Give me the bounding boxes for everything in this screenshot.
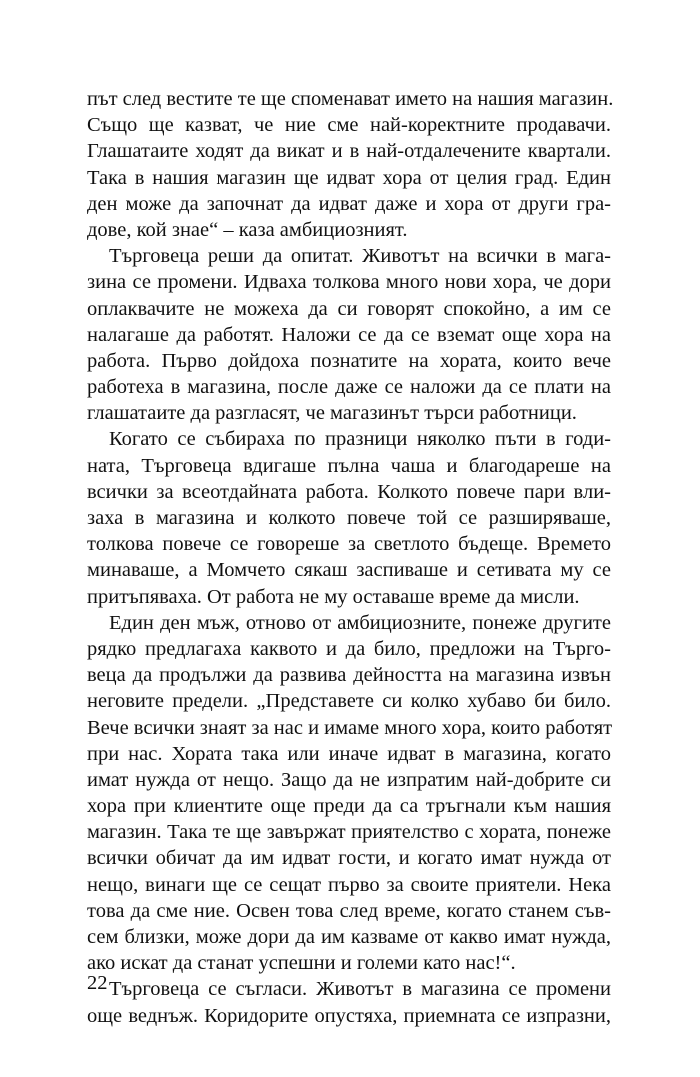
text-line: Също ще казват, че ние сме най-коректните продавачи. — [87, 114, 611, 137]
text-line: дове, кой знае“ – каза амбициозният. — [87, 218, 408, 241]
paragraph — [87, 243, 611, 426]
text-line: налагаше да работят. Наложи се да се вземат още хора на — [87, 323, 611, 346]
paragraph — [87, 86, 614, 243]
paragraph — [87, 976, 611, 1028]
text-line: неговите предели. „Представете си колко хубаво би било. — [87, 690, 611, 713]
text-line: ако искат да станат успешни и големи като нас!“. — [87, 952, 516, 975]
paragraph — [87, 610, 611, 977]
text-line: работеха в магазина, после даже се наложи да се плати на — [87, 376, 611, 399]
text-line: Глашатаите ходят да викат и в най-отдалечените квартали. — [87, 140, 611, 163]
text-line: зина се промени. Идваха толкова много нови хора, че дори — [87, 271, 611, 294]
page-number: 22 — [87, 972, 108, 994]
text-line: хора при клиентите още преди да са тръгнали към нашия — [87, 795, 611, 818]
text-line: нещо, винаги ще се сещат първо за своите приятели. Нека — [87, 873, 611, 896]
text-line: всички за всеотдайната работа. Колкото повече пари вли- — [87, 480, 611, 503]
text-line: Един ден мъж, отново от амбициозните, понеже другите — [109, 611, 611, 634]
text-line: ната, Търговеца вдигаше пълна чаша и благодареше на — [87, 454, 611, 477]
text-line: още веднъж. Коридорите опустяха, приемната се изпразни, — [87, 1004, 611, 1027]
body-text — [87, 86, 614, 1029]
text-line: Когато се събираха по празници няколко пъти в годи- — [109, 428, 611, 451]
text-line: Търговеца реши да опитат. Животът на всички в мага- — [109, 245, 611, 268]
paragraph — [87, 426, 611, 609]
text-line: Вече всички знаят за нас и имаме много хора, които работят — [87, 716, 613, 739]
text-line: притъпяваха. От работа не му оставаше време да мисли. — [87, 585, 580, 608]
text-line: имат нужда от нещо. Защо да не изпратим най-добрите си — [87, 768, 611, 791]
text-line: ден може да започнат да идват даже и хора от други гра- — [87, 192, 611, 215]
text-line: работа. Първо дойдоха познатите на хората, които вече — [87, 349, 611, 372]
text-line: глашатаите да разгласят, че магазинът търси работници. — [87, 402, 577, 425]
text-line: Търговеца се съгласи. Животът в магазина се промени — [109, 978, 611, 1001]
text-line: веца да продължи да развива дейността на магазина извън — [87, 664, 611, 687]
text-line: толкова повече се говореше за светлото бъдеще. Времето — [87, 533, 611, 556]
text-line: това да сме ние. Освен това след време, когато станем съв- — [87, 899, 611, 922]
text-line: път след вестите те ще споменават името на нашия магазин. — [87, 88, 614, 110]
text-line: минаваше, а Момчето сякаш заспиваше и сетивата му се — [87, 559, 611, 582]
text-line: оплаквачите не можеха да си говорят спокойно, а им се — [87, 297, 611, 320]
text-line: при нас. Хората така или иначе идват в магазина, когато — [87, 742, 611, 765]
text-line: сем близки, може дори да им казваме от какво имат нужда, — [87, 926, 611, 948]
text-line: магазин. Така те ще завържат приятелство с хората, понеже — [87, 821, 611, 844]
text-line: Така в нашия магазин ще идват хора от целия град. Един — [87, 166, 611, 189]
text-line: рядко предлагаха каквото и да било, предложи на Търго- — [87, 637, 611, 660]
text-line: заха в магазина и колкото повече той се разширяваше, — [87, 507, 611, 529]
text-line: всички обичат да им идват гости, и когато имат нужда от — [87, 847, 611, 870]
